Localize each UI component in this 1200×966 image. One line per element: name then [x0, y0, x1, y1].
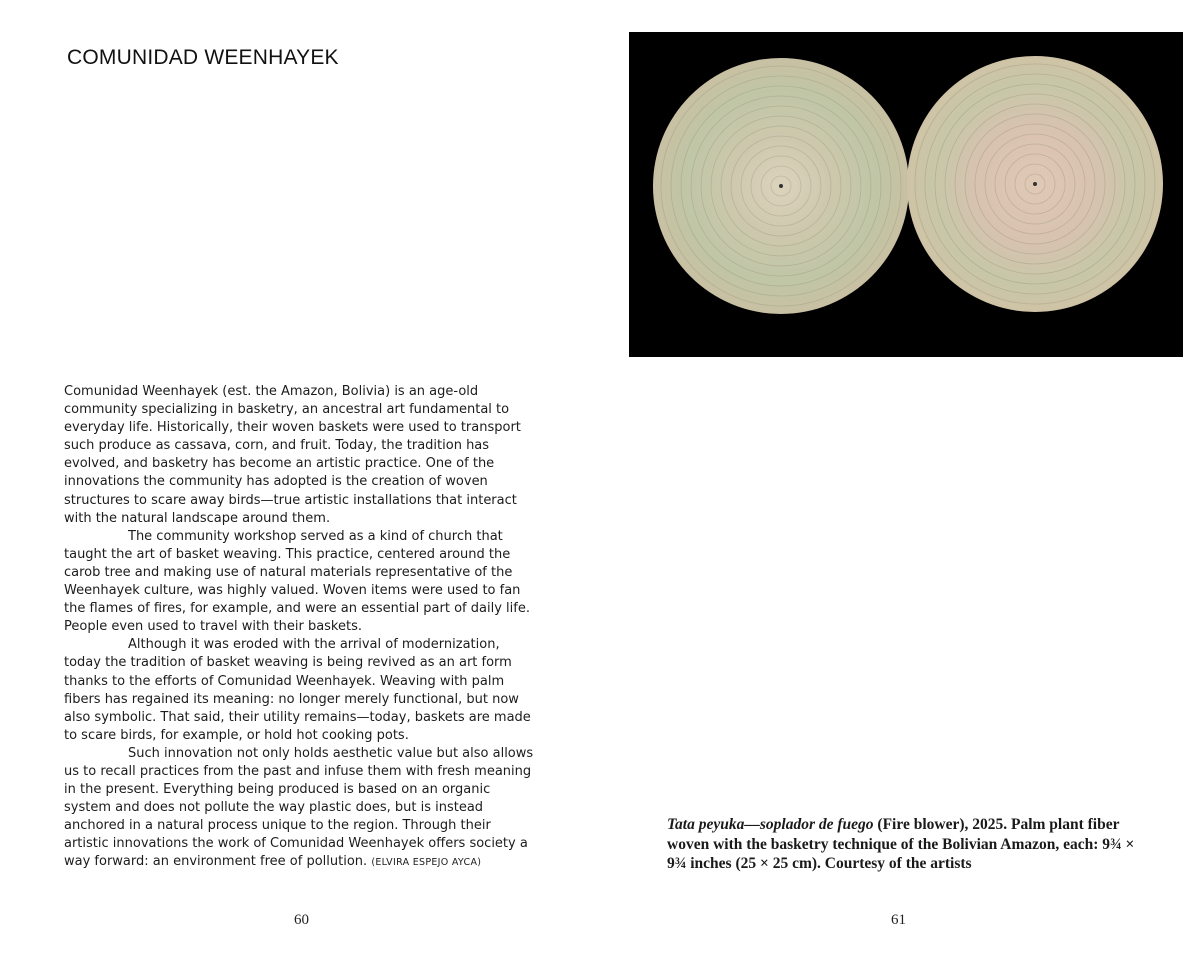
caption-title: Tata peyuka—soplador de fuego	[667, 816, 874, 833]
paragraph-1: Comunidad Weenhayek (est. the Amazon, Bolivia) is an age-old community specializing in basketry, an ancestral art fundamental to everyday life. Historically, their woven baskets were used to transport such produce as cassava, corn, and fruit. Today, the tradition has evolved, and basketry has become an artistic practice. One of the innovations the community has adopted is the creation of woven structures to scare away birds—true artistic installations that interact with the natural landscape around them.	[64, 384, 521, 526]
page-number-right: 61	[891, 912, 906, 928]
woven-fans-image	[629, 32, 1183, 357]
page-number-left: 60	[294, 912, 309, 928]
paragraph-3: Although it was eroded with the arrival of modernization, today the tradition of basket weaving is being revived as an art form thanks to the efforts of Comunidad Weenhayek. Weaving with palm fibers has regained its meaning: no longer merely functional, but now also symbolic. That said, their utility remains—today, baskets are made to scare birds, for example, or hold hot cooking pots.	[64, 637, 531, 743]
caption-text: (Fire blower), 2025. Palm plant fiber woven with the basketry technique of the Bolivian Amazon, each: 9¾ × 9¾ inches (25 × 25 cm). Courtesy of the artists	[667, 816, 1135, 872]
essay-body	[64, 383, 539, 873]
paragraph-2: The community workshop served as a kind of church that taught the art of basket weaving. This practice, centered around the carob tree and making use of natural materials representative of the Weenhayek culture, was highly valued. Woven items were used to fan the flames of fires, for example, and were an essential part of daily life. People even used to travel with their baskets.	[64, 528, 530, 635]
right-page	[600, 0, 1200, 966]
left-woven-fan	[653, 58, 909, 314]
right-woven-fan	[907, 56, 1163, 312]
paragraph-4-text: Such innovation not only holds aesthetic value but also allows us to recall practices from the past and infuse them with fresh meaning in the present. Everything being produced is based on an organic system and does not pollute the way plastic does, but is instead anchored in a natural process unique to the region. Through their artistic innovations the work of Comunidad Weenhayek offers society a way forward: an environment free of pollution.	[64, 745, 534, 870]
artwork-photo	[629, 32, 1183, 357]
section-title: COMUNIDAD WEENHAYEK	[67, 46, 339, 69]
author-credit: (ELVIRA ESPEJO AYCA)	[371, 857, 482, 869]
paragraph-4	[64, 745, 539, 873]
artwork-caption	[667, 815, 1137, 874]
